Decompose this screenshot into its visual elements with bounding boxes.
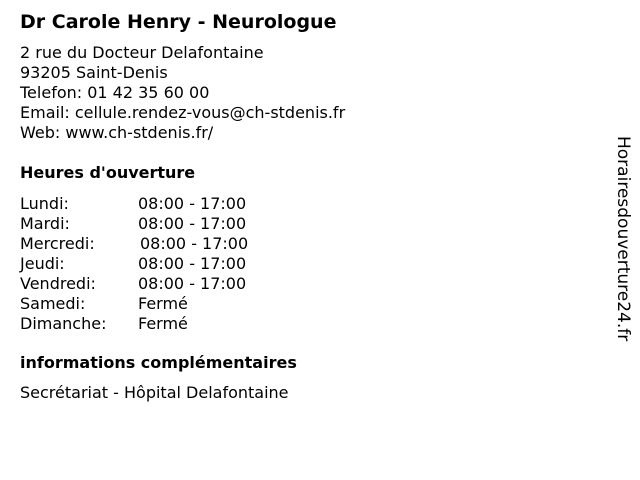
hours-value: 08:00 - 17:00 <box>138 194 247 213</box>
hours-value: Fermé <box>138 314 188 333</box>
address-street: 2 rue du Docteur Delafontaine <box>20 43 264 62</box>
phone-line[interactable]: Telefon: 01 42 35 60 00 <box>20 83 210 102</box>
day-label: Samedi: <box>20 294 86 313</box>
hours-value: 08:00 - 17:00 <box>140 234 249 253</box>
day-label: Mercredi: <box>20 234 95 253</box>
day-label: Dimanche: <box>20 314 107 333</box>
hours-value: 08:00 - 17:00 <box>138 254 247 273</box>
hours-row <box>20 294 320 314</box>
brand-watermark: Horairesdouverture24.fr <box>613 136 633 342</box>
hours-value: Fermé <box>138 294 188 313</box>
day-label: Jeudi: <box>20 254 65 273</box>
hours-row <box>20 214 320 234</box>
hours-value: 08:00 - 17:00 <box>138 274 247 293</box>
additional-info-heading: informations complémentaires <box>20 353 297 372</box>
address-city: 93205 Saint-Denis <box>20 63 168 82</box>
additional-info-text: Secrétariat - Hôpital Delafontaine <box>20 383 289 402</box>
website-line[interactable]: Web: www.ch-stdenis.fr/ <box>20 123 214 142</box>
hours-row <box>20 314 320 334</box>
email-line[interactable]: Email: cellule.rendez-vous@ch-stdenis.fr <box>20 103 346 122</box>
opening-hours-heading: Heures d'ouverture <box>20 163 196 182</box>
page-title: Dr Carole Henry - Neurologue <box>20 11 337 33</box>
hours-row <box>20 234 320 254</box>
hours-row <box>20 274 320 294</box>
hours-value: 08:00 - 17:00 <box>138 214 247 233</box>
day-label: Vendredi: <box>20 274 96 293</box>
opening-hours-table <box>20 194 320 334</box>
hours-row <box>20 254 320 274</box>
day-label: Mardi: <box>20 214 70 233</box>
hours-row <box>20 194 320 214</box>
contact-block <box>20 43 345 143</box>
day-label: Lundi: <box>20 194 69 213</box>
